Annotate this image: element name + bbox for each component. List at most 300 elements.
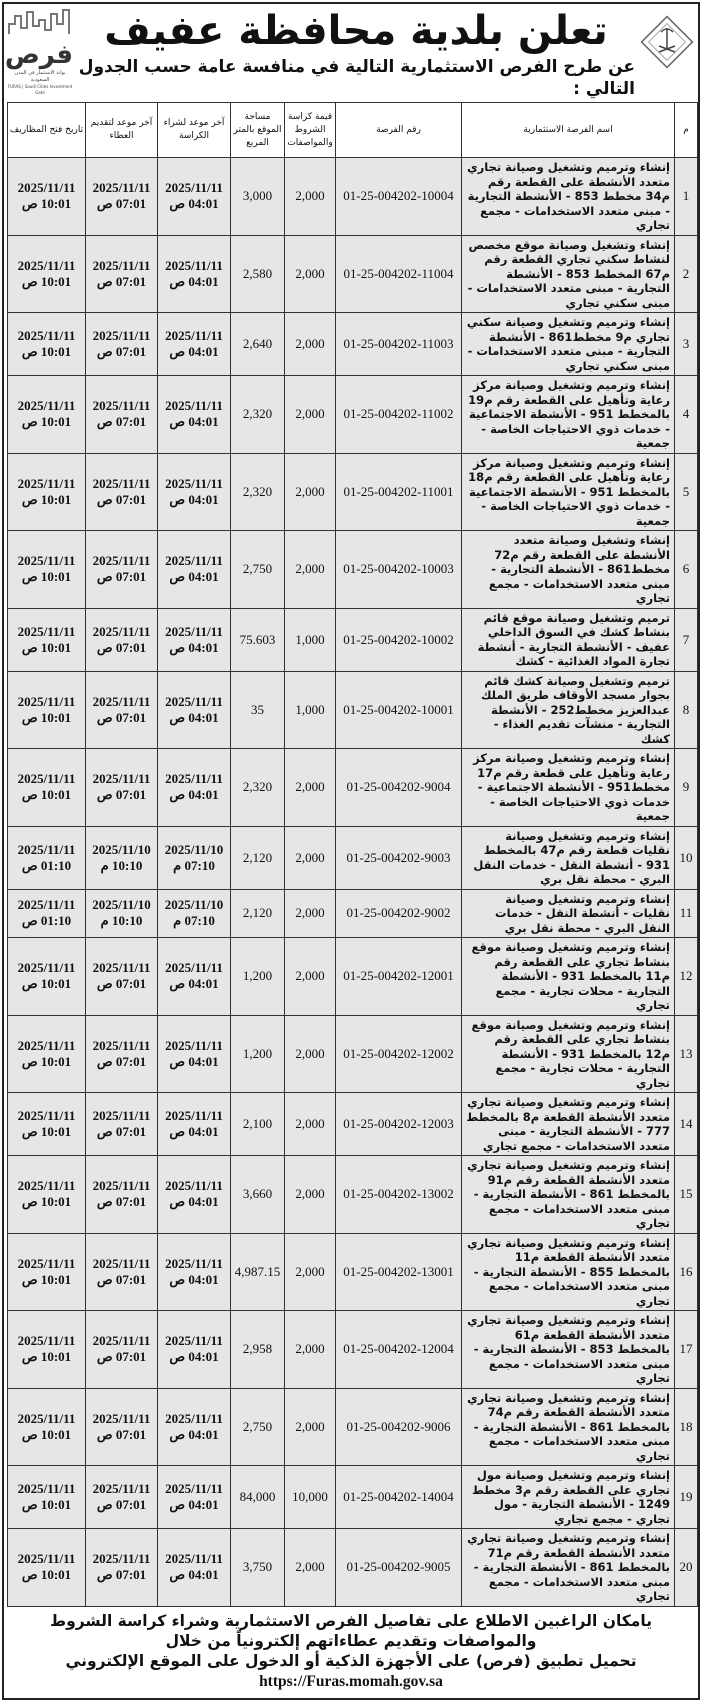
col-header-open-date: تاريخ فتح المظاريف [8,103,86,158]
submit-deadline [86,1093,158,1156]
opportunity-id: 01-25-004202-10002 [336,608,462,671]
opportunity-name: إنشاء وترميم وتشغيل وصيانة تجاري متعدد الأنشطة القطعة رقم م74 بالمخطط 861 - الأنشطة التجارية - مبنى متعدد الاستخدامات - مجمع تجاري [462,1388,675,1466]
footer-line-2 [7,1651,695,1692]
open-date [8,1466,86,1529]
buy-deadline [158,671,231,749]
buy-deadline [158,826,231,889]
buy-deadline [158,1388,231,1466]
open-date [8,531,86,609]
col-header-submit-deadline: آخر موعد لتقديم العطاء [86,103,158,158]
col-header-id: رقم الفرصة [336,103,462,158]
buy-deadline-time: 04:01 ص [169,1497,219,1512]
booklet-fee: 2,000 [285,235,336,313]
open-date-date: 2025/11/11 [17,257,76,273]
opportunity-id: 01-25-004202-11004 [336,235,462,313]
submit-deadline-time: 07:01 ص [96,1053,147,1069]
row-index: 11 [675,889,698,938]
open-date [8,235,86,313]
opportunity-name: إنشاء وترميم وتشغيل وصيانة موقع بنشاط تجاري على القطعة رقم م11 بالمخطط 931 - الأنشطة التجارية - محلات تجارية - مجمع تجاري [462,938,675,1016]
submit-deadline-time: 07:01 ص [96,491,147,507]
site-area: 2,580 [231,235,285,313]
submit-deadline-date: 2025/11/11 [92,623,151,639]
open-date-time: 01:10 ص [21,857,72,873]
opportunity-name: إنشاء وترميم وتشغيل وصيانة تجاري متعدد الأنشطة القطعة م61 بالمخطط 853 - الأنشطة التجارية - مبنى متعدد الاستخدامات - مجمع تجاري [462,1311,675,1389]
open-date-time: 10:01 ص [21,491,72,507]
table-row [8,1156,698,1234]
row-index: 6 [675,531,698,609]
submit-deadline [86,313,158,376]
booklet-fee: 2,000 [285,531,336,609]
header-text [73,6,639,100]
row-index: 5 [675,453,698,531]
city-skyline-icon [7,6,73,36]
buy-deadline-date: 2025/11/11 [165,1551,223,1567]
booklet-fee: 10,000 [285,1466,336,1529]
row-index: 7 [675,608,698,671]
open-date-date: 2025/11/11 [17,1481,76,1496]
submit-deadline [86,1156,158,1234]
booklet-fee: 2,000 [285,889,336,938]
submit-deadline-time: 07:01 ص [96,787,147,803]
opportunity-id: 01-25-004202-14004 [336,1466,462,1529]
ad-subtitle: عن طرح الفرص الاستثمارية التالية في منافسة عامة حسب الجدول التالي : [78,57,635,99]
booklet-fee: 1,000 [285,671,336,749]
booklet-fee: 2,000 [285,1388,336,1466]
submit-deadline-time: 07:01 ص [96,344,147,359]
submit-deadline-date: 2025/11/11 [92,1255,151,1271]
open-date-time: 10:01 ص [21,414,72,430]
buy-deadline [158,1529,231,1607]
booklet-fee: 2,000 [285,1529,336,1607]
table-row [8,671,698,749]
table-row [8,158,698,236]
open-date-date: 2025/11/11 [17,475,76,491]
col-header-name: اسم الفرصة الاستثمارية [462,103,675,158]
booklet-fee: 1,000 [285,608,336,671]
site-area: 1,200 [231,938,285,1016]
buy-deadline-date: 2025/11/11 [165,398,223,414]
submit-deadline [86,671,158,749]
buy-deadline-time: 04:01 ص [169,976,219,992]
submit-deadline-date: 2025/11/11 [92,328,151,343]
submit-deadline-date: 2025/11/11 [92,475,151,491]
table-row [8,313,698,376]
opportunity-id: 01-25-004202-12001 [336,938,462,1016]
open-date [8,1388,86,1466]
submit-deadline-time: 07:01 ص [96,1124,147,1139]
booklet-fee: 2,000 [285,749,336,827]
table-header-row [8,103,698,158]
open-date [8,313,86,376]
submit-deadline [86,531,158,609]
submit-deadline-date: 2025/11/11 [92,180,151,196]
buy-deadline [158,1466,231,1529]
open-date-date: 2025/11/11 [17,841,76,857]
submit-deadline-time: 07:01 ص [96,1426,147,1442]
open-date-time: 10:01 ص [21,709,72,725]
submit-deadline-date: 2025/11/11 [92,771,151,787]
site-area: 3,660 [231,1156,285,1234]
table-row [8,938,698,1016]
submit-deadline-date: 2025/11/11 [92,553,151,569]
buy-deadline [158,1233,231,1311]
booklet-fee: 2,000 [285,1015,336,1093]
buy-deadline-time: 04:01 ص [169,569,219,585]
site-area: 35 [231,671,285,749]
open-date [8,889,86,938]
site-area: 1,200 [231,1015,285,1093]
submit-deadline-date: 2025/11/11 [92,1551,151,1567]
site-area: 2,320 [231,453,285,531]
buy-deadline-time: 04:01 ص [169,1053,219,1069]
submit-deadline [86,749,158,827]
open-date-time: 10:01 ص [21,1426,72,1442]
logo-word: فرص [4,40,73,70]
opportunity-name: إنشاء وترميم وتشغيل وصيانة تجاري متعدد الأنشطة القطعة م11 بالمخطط 855 - الأنشطة التجارية - مبنى متعدد الاستخدامات - مجمع تجاري [462,1233,675,1311]
submit-deadline [86,1388,158,1466]
booklet-fee: 2,000 [285,826,336,889]
open-date-date: 2025/11/11 [17,553,76,569]
opportunity-id: 01-25-004202-11002 [336,376,462,454]
submit-deadline-time: 10:10 م [100,857,143,873]
row-index: 10 [675,826,698,889]
buy-deadline-time: 04:01 ص [169,1426,219,1442]
open-date-time: 10:01 ص [21,273,72,289]
opportunity-name: إنشاء وترميم وتشغيل وصيانة نقليات قطعة رقم م47 بالمخطط 931 - أنشطة النقل - خدمات النقل البري - محطة نقل بري [462,826,675,889]
table-row [8,1015,698,1093]
booklet-fee: 2,000 [285,1233,336,1311]
open-date [8,749,86,827]
row-index: 17 [675,1311,698,1389]
site-area: 2,100 [231,1093,285,1156]
row-index: 15 [675,1156,698,1234]
submit-deadline [86,608,158,671]
open-date-time: 10:01 ص [21,1194,72,1210]
opportunity-name: ترميم وتشغيل وصيانة موقع قائم بنشاط كشك في السوق الداخلي عفيف - الأنشطة التجارية - أنشطة تجارة المواد الغذائية - كشك [462,608,675,671]
open-date [8,376,86,454]
opportunity-name: إنشاء وترميم وتشغيل وصيانة تجاري متعدد الأنشطة القطعة رقم م71 بالمخطط 861 - الأنشطة التجارية - مبنى متعدد الاستخدامات - مجمع تجاري [462,1529,675,1607]
footer-line-1: يامكان الراغبين الاطلاع على تفاصيل الفرص الاستثمارية وشراء كراسة الشروط والمواصفات وتقديم عطاءاتهم إلكترونياً من خلال [49,1611,653,1650]
site-area: 2,320 [231,749,285,827]
buy-deadline-date: 2025/11/11 [165,1481,223,1496]
submit-deadline [86,938,158,1016]
opportunity-id: 01-25-004202-12004 [336,1311,462,1389]
opportunity-name: إنشاء وتشغيل وصيانة متعدد الأنشطة على القطعة رقم م72 مخطط861 - الأنشطة التجارية - مبنى متعدد الاستخدامات - مجمع تجاري [462,531,675,609]
buy-deadline [158,1093,231,1156]
row-index: 3 [675,313,698,376]
buy-deadline-time: 04:01 ص [169,344,219,359]
buy-deadline-date: 2025/11/11 [165,1108,223,1123]
buy-deadline [158,889,231,938]
table-row [8,1529,698,1607]
open-date-date: 2025/11/11 [17,1255,76,1271]
site-area: 4,987.15 [231,1233,285,1311]
submit-deadline [86,1529,158,1607]
open-date-date: 2025/11/11 [17,897,76,913]
opportunity-name: إنشاء وترميم وتشغيل وصيانة نقليات - أنشطة النقل - خدمات النقل البري - محطة نقل بري [462,889,675,938]
buy-deadline [158,376,231,454]
opportunity-name: إنشاء وترميم وتشغيل وصيانة تجاري متعدد الأنشطة القطعة رقم م91 بالمخطط 861 - الأنشطة التجارية - مبنى متعدد الاستخدامات - مجمع تجاري [462,1156,675,1234]
logo-tagline: بوابة الاستثمار في المدن السعودية [14,70,66,83]
buy-deadline-time: 04:01 ص [169,1271,219,1287]
table-row [8,1466,698,1529]
open-date-date: 2025/11/11 [17,1178,76,1194]
buy-deadline-time: 04:01 ص [169,709,219,725]
booklet-fee: 2,000 [285,1311,336,1389]
site-area: 75.603 [231,608,285,671]
open-date-date: 2025/11/11 [17,1037,76,1053]
open-date-date: 2025/11/11 [17,1333,76,1349]
buy-deadline [158,608,231,671]
buy-deadline-time: 04:01 ص [169,273,219,289]
buy-deadline-time: 04:01 ص [169,639,219,655]
booklet-fee: 2,000 [285,938,336,1016]
submit-deadline [86,453,158,531]
buy-deadline [158,938,231,1016]
submit-deadline-time: 10:10 م [100,913,143,929]
logo-tagline-en: FURAS | Saudi Cities Investment Gate [7,84,73,95]
buy-deadline-time: 04:01 ص [169,414,219,430]
buy-deadline [158,453,231,531]
opportunity-name: إنشاء وترميم وتشغيل وصيانة تجاري متعدد الأنشطة القطعة م8 بالمخطط 777 - الأنشطة التجارية - مبنى متعدد الاستخدامات - مجمع تجاري [462,1093,675,1156]
open-date [8,1015,86,1093]
open-date-time: 10:01 ص [21,569,72,585]
col-header-index: م [675,103,698,158]
opportunity-id: 01-25-004202-10003 [336,531,462,609]
submit-deadline-date: 2025/11/11 [92,1481,151,1496]
row-index: 9 [675,749,698,827]
open-date [8,1529,86,1607]
row-index: 13 [675,1015,698,1093]
opportunity-name: إنشاء وترميم وتشغيل وصيانة تجاري متعدد الأنشطة على القطعة رقم م34 مخطط 853 - الأنشطة التجارية - مبنى متعدد الاستخدامات - مجمع تجاري [462,158,675,236]
buy-deadline-date: 2025/11/11 [165,1178,223,1194]
submit-deadline-time: 07:01 ص [96,1349,147,1365]
submit-deadline-date: 2025/11/11 [92,1333,151,1349]
open-date [8,608,86,671]
opportunity-name: ترميم وتشغيل وصيانة كشك قائم بجوار مسجد الأوقاف طريق الملك عبدالعزيز مخطط252 - الأنشطة التجارية - منشآت تقديم الغذاء - كشك [462,671,675,749]
open-date [8,1156,86,1234]
site-area: 2,120 [231,889,285,938]
opportunity-name: إنشاء وترميم وتشغيل وصيانة مركز رعاية وتأهيل على القطعة رقم م19 بالمخطط 951 - الأنشطة الاجتماعية - خدمات ذوي الاحتياجات الخاصة - جمعية [462,376,675,454]
buy-deadline-time: 04:01 ص [169,1124,219,1139]
buy-deadline-time: 04:01 ص [169,1567,219,1583]
opportunity-id: 01-25-004202-9005 [336,1529,462,1607]
col-header-buy-deadline: آخر موعد لشراء الكراسة [158,103,231,158]
open-date-date: 2025/11/11 [17,623,76,639]
buy-deadline-date: 2025/11/11 [165,553,223,569]
open-date-date: 2025/11/11 [17,693,76,709]
row-index: 4 [675,376,698,454]
opportunity-id: 01-25-004202-13002 [336,1156,462,1234]
buy-deadline-date: 2025/11/11 [165,257,223,273]
buy-deadline-date: 2025/11/11 [165,1037,223,1053]
row-index: 12 [675,938,698,1016]
buy-deadline [158,1311,231,1389]
submit-deadline-time: 07:01 ص [96,414,147,430]
furas-logo [4,6,73,96]
open-date [8,453,86,531]
open-date-date: 2025/11/11 [17,328,76,343]
submit-deadline [86,376,158,454]
furas-url-link[interactable]: https://Furas.momah.gov.sa [259,1672,443,1690]
submit-deadline [86,1233,158,1311]
site-area: 3,000 [231,158,285,236]
opportunity-id: 01-25-004202-10004 [336,158,462,236]
table-row [8,889,698,938]
opportunity-name: إنشاء وتشغيل وصيانة موقع مخصص لنشاط سكني تجاري القطعة رقم م67 المخطط 853 - الأنشطة التجارية - مبنى متعدد الاستخدامات - مبنى سكني تجاري [462,235,675,313]
buy-deadline [158,313,231,376]
row-index: 19 [675,1466,698,1529]
submit-deadline-date: 2025/11/11 [92,693,151,709]
open-date-date: 2025/11/11 [17,1108,76,1123]
open-date-time: 10:01 ص [21,1349,72,1365]
submit-deadline-date: 2025/11/11 [92,1178,151,1194]
buy-deadline [158,158,231,236]
open-date [8,1233,86,1311]
booklet-fee: 2,000 [285,1156,336,1234]
opportunity-id: 01-25-004202-11003 [336,313,462,376]
site-area: 3,750 [231,1529,285,1607]
booklet-fee: 2,000 [285,1093,336,1156]
buy-deadline-date: 2025/11/11 [165,1410,223,1426]
opportunity-id: 01-25-004202-9006 [336,1388,462,1466]
row-index: 16 [675,1233,698,1311]
buy-deadline-date: 2025/11/11 [165,328,223,343]
opportunity-name: إنشاء وترميم وتشغيل وصيانة مركز رعاية وتأهيل على قطعة رقم م17 مخطط951 - الأنشطة الاجتماعية - خدمات ذوي الاحتياجات الخاصة - جمعية [462,749,675,827]
opportunities-table [7,102,698,1607]
ad-frame [2,2,700,1700]
submit-deadline-time: 07:01 ص [96,709,147,725]
buy-deadline-time: 04:01 ص [169,196,219,212]
buy-deadline-time: 04:01 ص [169,491,219,507]
buy-deadline [158,235,231,313]
buy-deadline-time: 04:01 ص [169,1194,219,1210]
open-date-time: 10:01 ص [21,639,72,655]
opportunity-id: 01-25-004202-9002 [336,889,462,938]
open-date-date: 2025/11/11 [17,960,76,976]
buy-deadline-date: 2025/11/11 [165,960,223,976]
open-date [8,671,86,749]
submit-deadline [86,1015,158,1093]
submit-deadline [86,235,158,313]
buy-deadline-date: 2025/11/11 [165,180,223,196]
submit-deadline-date: 2025/11/11 [92,257,151,273]
submit-deadline-time: 07:01 ص [96,1271,147,1287]
buy-deadline-date: 2025/11/11 [165,693,223,709]
table-row [8,749,698,827]
submit-deadline [86,1311,158,1389]
submit-deadline-date: 2025/11/11 [92,1037,151,1053]
open-date-date: 2025/11/11 [17,398,76,414]
submit-deadline-time: 07:01 ص [96,569,147,585]
row-index: 1 [675,158,698,236]
opportunity-name: إنشاء وترميم وتشغيل وصيانة سكني تجاري م9 مخطط861 - الأنشطة التجارية - مبنى متعدد الاستخدامات - مبنى سكني تجاري [462,313,675,376]
opportunity-id: 01-25-004202-12003 [336,1093,462,1156]
buy-deadline-date: 2025/11/10 [164,897,224,913]
submit-deadline [86,826,158,889]
table-row [8,376,698,454]
buy-deadline-date: 2025/11/10 [164,841,224,857]
col-header-fee: قيمة كراسة الشروط والمواصفات [285,103,336,158]
submit-deadline-time: 07:01 ص [96,273,147,289]
site-area: 2,640 [231,313,285,376]
table-row [8,826,698,889]
opportunity-name: إنشاء وترميم وتشغيل وصيانة موقع بنشاط تجاري على القطعة رقم م12 بالمخطط 931 - الأنشطة التجارية - محلات تجارية - مجمع تجاري [462,1015,675,1093]
table-row [8,1311,698,1389]
submit-deadline-time: 07:01 ص [96,976,147,992]
table-row [8,453,698,531]
buy-deadline-time: 07:10 م [173,913,215,929]
opportunity-id: 01-25-004202-9003 [336,826,462,889]
submit-deadline-time: 07:01 ص [96,1497,147,1512]
open-date-time: 10:01 ص [21,1497,72,1512]
submit-deadline-date: 2025/11/11 [92,1108,151,1123]
submit-deadline-date: 2025/11/11 [92,398,151,414]
open-date-time: 10:01 ص [21,196,72,212]
site-area: 2,958 [231,1311,285,1389]
buy-deadline [158,1156,231,1234]
open-date-date: 2025/11/11 [17,771,76,787]
row-index: 2 [675,235,698,313]
booklet-fee: 2,000 [285,313,336,376]
table-row [8,1093,698,1156]
open-date [8,826,86,889]
submit-deadline-date: 2025/11/11 [92,960,151,976]
open-date-time: 10:01 ص [21,1271,72,1287]
opportunity-id: 01-25-004202-10001 [336,671,462,749]
open-date [8,158,86,236]
submit-deadline [86,1466,158,1529]
booklet-fee: 2,000 [285,376,336,454]
col-header-area: مساحة الموقع بالمتر المربع [231,103,285,158]
table-row [8,1233,698,1311]
open-date-date: 2025/11/11 [17,1551,76,1567]
open-date [8,1093,86,1156]
buy-deadline-time: 04:01 ص [169,787,219,803]
opportunity-id: 01-25-004202-9004 [336,749,462,827]
submit-deadline-date: 2025/11/11 [92,1410,151,1426]
booklet-fee: 2,000 [285,158,336,236]
row-index: 20 [675,1529,698,1607]
open-date-date: 2025/11/11 [17,1410,76,1426]
open-date [8,1311,86,1389]
ad-title: تعلن بلدية محافظة عفيف [104,8,608,54]
table-row [8,531,698,609]
submit-deadline-time: 07:01 ص [96,1194,147,1210]
ad-header [4,4,695,100]
table-row [8,1388,698,1466]
buy-deadline [158,531,231,609]
buy-deadline [158,1015,231,1093]
site-area: 84,000 [231,1466,285,1529]
buy-deadline-date: 2025/11/11 [165,623,223,639]
site-area: 2,320 [231,376,285,454]
row-index: 18 [675,1388,698,1466]
opportunity-name: إنشاء وترميم وتشغيل وصيانة مول تجاري على القطعة رقم م3 مخطط 1249 - الأنشطة التجارية - مول تجاري - مجمع تجاري [462,1466,675,1529]
opportunity-id: 01-25-004202-13001 [336,1233,462,1311]
submit-deadline [86,158,158,236]
open-date-time: 10:01 ص [21,1567,72,1583]
ministry-emblem-icon [639,14,695,70]
open-date-time: 10:01 ص [21,344,72,359]
table-row [8,235,698,313]
open-date [8,938,86,1016]
booklet-fee: 2,000 [285,453,336,531]
buy-deadline-date: 2025/11/11 [165,771,223,787]
open-date-time: 10:01 ص [21,976,72,992]
site-area: 2,120 [231,826,285,889]
submit-deadline-time: 07:01 ص [96,1567,147,1583]
